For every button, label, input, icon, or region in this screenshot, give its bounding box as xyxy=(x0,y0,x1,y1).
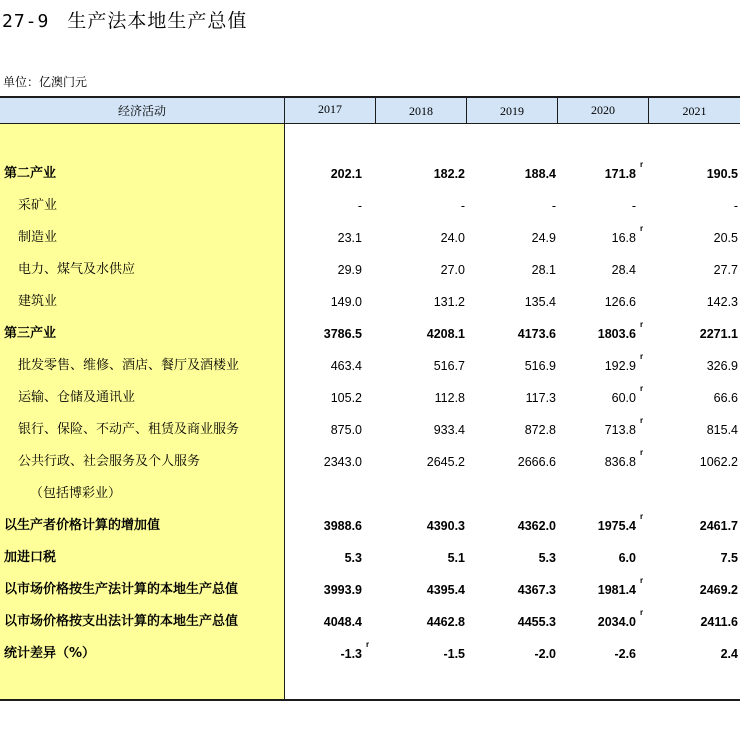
cell-value: 463.4 xyxy=(330,359,362,373)
row-label: 统计差异（%） xyxy=(4,646,96,661)
cell-value: 24.9 xyxy=(531,231,556,245)
revision-mark: r xyxy=(366,640,370,649)
header-year-2018: 2018 xyxy=(409,104,433,118)
cell-value: 60.0 xyxy=(611,391,636,405)
table-row xyxy=(0,448,740,472)
revision-mark: r xyxy=(640,384,644,393)
row-label: （包括博彩业） xyxy=(30,486,122,501)
cell-value: 1803.6 xyxy=(597,327,636,341)
table-row xyxy=(0,416,740,440)
cell-value: 4390.3 xyxy=(426,519,465,533)
row-label: 采矿业 xyxy=(18,198,58,213)
cell-value: 5.1 xyxy=(447,551,465,565)
cell-value: 4455.3 xyxy=(517,615,556,629)
cell-value: 135.4 xyxy=(524,295,556,309)
cell-value: 3988.6 xyxy=(323,519,362,533)
cell-value: 28.1 xyxy=(531,263,556,277)
cell-value: 1981.4 xyxy=(597,583,636,597)
row-label: 制造业 xyxy=(18,230,58,245)
cell-value: 27.7 xyxy=(713,263,738,277)
table-row xyxy=(0,512,740,536)
cell-value: -2.6 xyxy=(614,647,636,661)
table-row xyxy=(0,196,740,216)
cell-value: 2411.6 xyxy=(700,615,738,629)
table-row xyxy=(0,640,740,664)
row-label: 运输、仓储及通讯业 xyxy=(18,390,136,405)
cell-value: 1975.4 xyxy=(597,519,636,533)
table-row xyxy=(0,160,740,184)
cell-value: 182.2 xyxy=(433,167,465,181)
row-label: 公共行政、社会服务及个人服务 xyxy=(18,454,201,469)
cell-value: 1062.2 xyxy=(699,455,738,469)
cell-value: 516.7 xyxy=(433,359,465,373)
revision-mark: r xyxy=(640,352,644,361)
cell-value: 192.9 xyxy=(604,359,636,373)
cell-value: 713.8 xyxy=(604,423,636,437)
revision-mark: r xyxy=(640,224,644,233)
revision-mark: r xyxy=(640,320,644,329)
cell-value: 126.6 xyxy=(604,295,636,309)
cell-value: 3786.5 xyxy=(323,327,362,341)
cell-value: 4362.0 xyxy=(517,519,556,533)
cell-value: 2.4 xyxy=(720,647,738,661)
cell-value: - xyxy=(733,199,738,213)
cell-value: 2271.1 xyxy=(699,327,738,341)
cell-value: 149.0 xyxy=(330,295,362,309)
cell-value: 2666.6 xyxy=(517,455,556,469)
cell-value: 171.8 xyxy=(604,167,636,181)
cell-value: 28.4 xyxy=(611,263,636,277)
table-row xyxy=(0,608,740,632)
cell-value: 4173.6 xyxy=(517,327,556,341)
cell-value: 6.0 xyxy=(618,551,636,565)
cell-value: 3993.9 xyxy=(323,583,362,597)
cell-value: 117.3 xyxy=(525,391,556,405)
table-row xyxy=(0,320,740,344)
cell-value: 131.2 xyxy=(433,295,465,309)
table-row xyxy=(0,548,740,568)
cell-value: - xyxy=(551,199,556,213)
cell-value: 23.1 xyxy=(337,231,362,245)
cell-value: 2343.0 xyxy=(323,455,362,469)
cell-value: 4048.4 xyxy=(323,615,362,629)
unit-label: 单位：亿澳门元 xyxy=(3,75,88,89)
cell-value: 815.4 xyxy=(706,423,738,437)
row-label: 建筑业 xyxy=(18,294,58,309)
revision-mark: r xyxy=(640,448,644,457)
cell-value: 2034.0 xyxy=(597,615,636,629)
cell-value: 202.1 xyxy=(330,167,362,181)
cell-value: -1.3 xyxy=(340,647,362,661)
revision-mark: r xyxy=(640,160,644,169)
cell-value: 66.6 xyxy=(713,391,738,405)
row-label: 第三产业 xyxy=(4,326,57,341)
cell-value: 875.0 xyxy=(330,423,362,437)
cell-value: 5.3 xyxy=(538,551,556,565)
header-year-2017: 2017 xyxy=(318,102,342,116)
cell-value: 7.5 xyxy=(720,551,738,565)
row-label: 电力、煤气及水供应 xyxy=(18,262,136,277)
table-row xyxy=(0,292,740,312)
cell-value: 105.2 xyxy=(330,391,362,405)
row-label: 银行、保险、不动产、租赁及商业服务 xyxy=(18,422,240,437)
cell-value: 16.8 xyxy=(611,231,636,245)
table-row xyxy=(0,260,740,280)
cell-value: 29.9 xyxy=(337,263,362,277)
cell-value: - xyxy=(631,199,636,213)
cell-value: 4208.1 xyxy=(426,327,465,341)
table-row xyxy=(0,224,740,248)
cell-value: 20.5 xyxy=(713,231,738,245)
table-row xyxy=(0,576,740,600)
cell-value: 112.8 xyxy=(434,391,465,405)
table-title: 生产法本地生产总值 xyxy=(67,10,248,32)
cell-value: 4367.3 xyxy=(517,583,556,597)
cell-value: 190.5 xyxy=(706,167,738,181)
revision-mark: r xyxy=(640,512,644,521)
cell-value: 27.0 xyxy=(440,263,465,277)
header-year-2020: 2020 xyxy=(591,103,615,117)
table-row xyxy=(0,352,740,376)
revision-mark: r xyxy=(640,608,644,617)
revision-mark: r xyxy=(640,576,644,585)
cell-value: 2469.2 xyxy=(699,583,738,597)
table-row xyxy=(0,484,740,504)
table-row xyxy=(0,384,740,408)
cell-value: 326.9 xyxy=(706,359,738,373)
cell-value: 142.3 xyxy=(706,295,738,309)
row-label: 以生产者价格计算的增加值 xyxy=(4,518,161,533)
cell-value: 872.8 xyxy=(524,423,556,437)
cell-value: 5.3 xyxy=(344,551,362,565)
cell-value: - xyxy=(357,199,362,213)
cell-value: -2.0 xyxy=(534,647,556,661)
cell-value: 188.4 xyxy=(524,167,556,181)
revision-mark: r xyxy=(640,416,644,425)
table-number: 27-9 xyxy=(2,11,50,32)
cell-value: 836.8 xyxy=(604,455,636,469)
row-label: 以市场价格按生产法计算的本地生产总值 xyxy=(4,582,239,597)
row-label: 加进口税 xyxy=(4,550,57,565)
header-year-2021: 2021 xyxy=(682,104,707,118)
cell-value: - xyxy=(460,199,465,213)
cell-value: 516.9 xyxy=(524,359,556,373)
cell-value: 24.0 xyxy=(440,231,465,245)
row-label: 批发零售、维修、酒店、餐厅及酒楼业 xyxy=(18,358,240,373)
row-label: 第二产业 xyxy=(4,166,57,181)
cell-value: -1.5 xyxy=(443,647,465,661)
cell-value: 2645.2 xyxy=(426,455,465,469)
cell-value: 4395.4 xyxy=(426,583,465,597)
row-label: 以市场价格按支出法计算的本地生产总值 xyxy=(4,614,239,629)
header-activity: 经济活动 xyxy=(117,104,166,118)
cell-value: 933.4 xyxy=(433,423,465,437)
cell-value: 4462.8 xyxy=(426,615,465,629)
header-year-2019: 2019 xyxy=(500,104,524,118)
cell-value: 2461.7 xyxy=(699,519,738,533)
